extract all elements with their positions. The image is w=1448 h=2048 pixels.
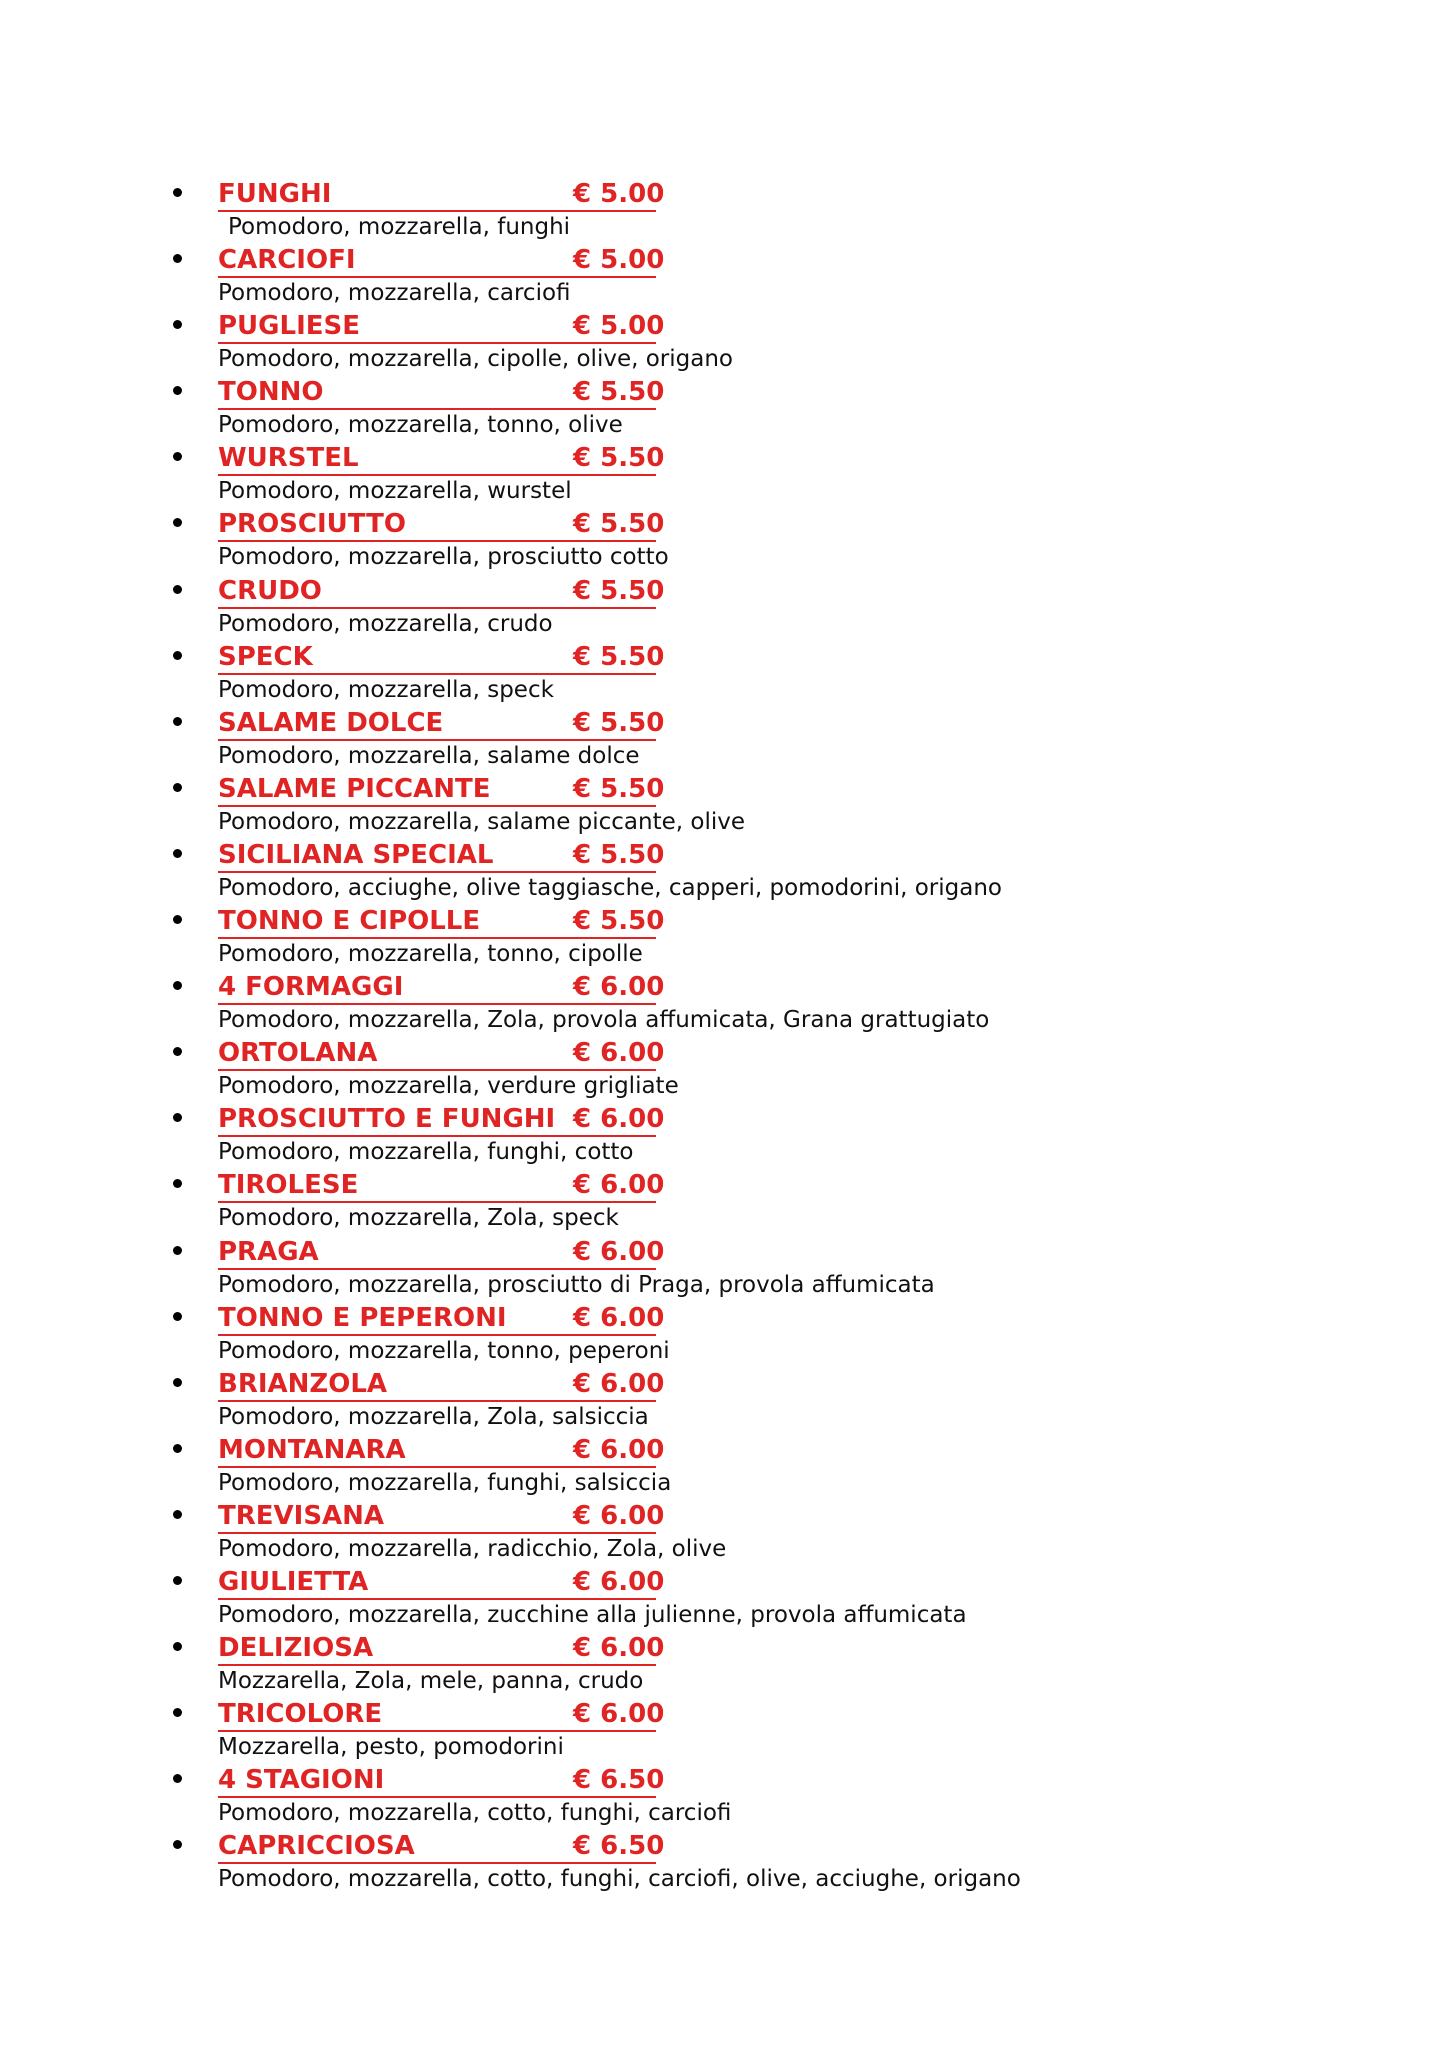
menu-item-price: € 6.00 — [573, 1170, 665, 1201]
bullet-icon — [173, 915, 182, 924]
bullet-icon — [173, 981, 182, 990]
menu-item-header — [218, 839, 665, 873]
menu-item-name: CRUDO — [218, 575, 322, 606]
menu-item — [0, 1699, 1448, 1765]
menu-item-header — [218, 1831, 665, 1864]
menu-item-description: Pomodoro, mozzarella, zucchine alla julienne, provola affumicata — [218, 1601, 967, 1628]
menu-item-description: Pomodoro, mozzarella, Zola, speck — [218, 1205, 619, 1232]
menu-item-price: € 6.00 — [573, 1566, 665, 1597]
menu-item — [0, 1038, 1448, 1104]
menu-item-description: Pomodoro, mozzarella, salame piccante, olive — [218, 808, 746, 835]
menu-item-name: TONNO — [218, 377, 324, 408]
menu-item-name: GIULIETTA — [218, 1566, 369, 1597]
menu-item-name: SICILIANA SPECIAL — [218, 839, 494, 870]
bullet-icon — [173, 254, 182, 263]
menu-item-header — [218, 773, 665, 807]
menu-item-header — [218, 1170, 665, 1203]
menu-item-description: Pomodoro, mozzarella, cotto, funghi, carciofi — [218, 1800, 732, 1827]
menu-item — [0, 1501, 1448, 1567]
menu-item-name: MONTANARA — [218, 1434, 406, 1465]
menu-item-header — [218, 1038, 665, 1071]
menu-item-description: Pomodoro, mozzarella, salame dolce — [218, 742, 640, 769]
menu-item — [0, 1170, 1448, 1236]
menu-item-description: Pomodoro, mozzarella, verdure grigliate — [218, 1073, 679, 1100]
menu-item-price: € 5.50 — [573, 377, 665, 408]
menu-item — [0, 1765, 1448, 1831]
menu-item-price: € 6.00 — [573, 1236, 665, 1267]
bullet-icon — [173, 1047, 182, 1056]
menu-item-price: € 5.50 — [573, 707, 665, 738]
menu-item — [0, 1104, 1448, 1170]
menu-item-price: € 6.00 — [573, 1434, 665, 1465]
menu-item-price: € 5.00 — [573, 245, 665, 276]
menu-item-price: € 5.50 — [573, 773, 665, 804]
menu-item-price: € 5.50 — [573, 575, 665, 606]
menu-item-price: € 6.50 — [573, 1765, 665, 1796]
menu-item-price: € 5.50 — [573, 443, 665, 474]
menu-item-header — [218, 1633, 665, 1666]
menu-item-header — [218, 245, 665, 278]
bullet-icon — [173, 1378, 182, 1387]
menu-item-description: Pomodoro, mozzarella, wurstel — [218, 478, 572, 505]
menu-item — [0, 642, 1448, 708]
menu-item — [0, 1369, 1448, 1435]
menu-item-description: Pomodoro, mozzarella, prosciutto di Praga, provola affumicata — [218, 1271, 935, 1298]
menu-item-price: € 6.00 — [573, 1368, 665, 1399]
bullet-icon — [173, 783, 182, 792]
menu-item-description: Mozzarella, Zola, mele, panna, crudo — [218, 1668, 644, 1695]
menu-item — [0, 774, 1448, 840]
menu-item — [0, 1435, 1448, 1501]
menu-item — [0, 1633, 1448, 1699]
menu-item-price: € 6.00 — [573, 1633, 665, 1664]
menu-item-price: € 5.50 — [573, 641, 665, 672]
menu-item-name: 4 FORMAGGI — [218, 972, 404, 1003]
menu-item-description: Pomodoro, mozzarella, cipolle, olive, origano — [218, 346, 733, 373]
bullet-icon — [173, 452, 182, 461]
menu-item-header — [218, 1699, 665, 1732]
bullet-icon — [173, 1179, 182, 1188]
menu-item-header — [218, 1566, 665, 1600]
menu-item-name: TONNO E PEPERONI — [218, 1302, 507, 1333]
menu-item-header — [218, 1236, 665, 1270]
menu-item-name: SALAME DOLCE — [218, 707, 444, 738]
menu-item-description: Pomodoro, mozzarella, Zola, salsiccia — [218, 1403, 649, 1430]
menu-item — [0, 576, 1448, 642]
menu-item-header — [218, 707, 665, 741]
menu-item-name: BRIANZOLA — [218, 1368, 388, 1399]
menu-item-description: Pomodoro, mozzarella, tonno, cipolle — [218, 941, 643, 968]
menu-item-header — [218, 1104, 665, 1137]
menu-item-description: Pomodoro, mozzarella, Zola, provola affumicata, Grana grattugiato — [218, 1007, 990, 1034]
bullet-icon — [173, 849, 182, 858]
menu-item-name: TIROLESE — [218, 1170, 359, 1201]
menu-item-header — [218, 1500, 665, 1534]
menu-item-name: DELIZIOSA — [218, 1633, 374, 1664]
bullet-icon — [173, 1246, 182, 1255]
bullet-icon — [173, 651, 182, 660]
menu-item-price: € 5.50 — [573, 906, 665, 937]
menu-item-name: CARCIOFI — [218, 245, 356, 276]
bullet-icon — [173, 386, 182, 395]
menu-item-name: PROSCIUTTO E FUNGHI — [218, 1104, 556, 1135]
menu-item-price: € 6.00 — [573, 1500, 665, 1531]
bullet-icon — [173, 518, 182, 527]
menu-item-name: TONNO E CIPOLLE — [218, 906, 481, 937]
menu-item-header — [218, 377, 665, 410]
menu-item-header — [218, 443, 665, 476]
bullet-icon — [173, 1510, 182, 1519]
menu-item — [0, 443, 1448, 509]
menu-item-header — [218, 509, 665, 542]
menu-item-description: Pomodoro, mozzarella, tonno, olive — [218, 412, 623, 439]
pizza-menu-list — [0, 179, 1448, 1897]
menu-item — [0, 509, 1448, 575]
menu-item — [0, 245, 1448, 311]
menu-item-name: CAPRICCIOSA — [218, 1831, 415, 1862]
bullet-icon — [173, 1840, 182, 1849]
bullet-icon — [173, 1576, 182, 1585]
menu-item-header — [218, 575, 665, 609]
menu-item-header — [218, 1302, 665, 1336]
bullet-icon — [173, 585, 182, 594]
menu-item — [0, 179, 1448, 245]
menu-item-price: € 6.00 — [573, 1699, 665, 1730]
menu-item-description: Pomodoro, mozzarella, tonno, peperoni — [218, 1337, 670, 1364]
menu-item-description: Mozzarella, pesto, pomodorini — [218, 1734, 564, 1761]
menu-item-name: SALAME PICCANTE — [218, 773, 491, 804]
bullet-icon — [173, 320, 182, 329]
menu-item — [0, 377, 1448, 443]
menu-item-description: Pomodoro, mozzarella, radicchio, Zola, olive — [218, 1535, 727, 1562]
menu-item-description: Pomodoro, acciughe, olive taggiasche, capperi, pomodorini, origano — [218, 874, 1002, 901]
bullet-icon — [173, 1642, 182, 1651]
menu-item — [0, 972, 1448, 1038]
menu-item-header — [218, 1765, 665, 1798]
menu-item-name: TREVISANA — [218, 1500, 385, 1531]
menu-item-price: € 6.00 — [573, 1038, 665, 1069]
menu-item-description: Pomodoro, mozzarella, cotto, funghi, carciofi, olive, acciughe, origano — [218, 1866, 1021, 1893]
menu-item-description: Pomodoro, mozzarella, prosciutto cotto — [218, 544, 669, 571]
bullet-icon — [173, 1444, 182, 1453]
bullet-icon — [173, 717, 182, 726]
menu-item-description: Pomodoro, mozzarella, funghi, salsiccia — [218, 1469, 672, 1496]
menu-item-header — [218, 1368, 665, 1402]
menu-item-price: € 5.50 — [573, 509, 665, 540]
menu-item-description: Pomodoro, mozzarella, funghi, cotto — [218, 1139, 634, 1166]
menu-item — [0, 311, 1448, 377]
menu-item — [0, 1303, 1448, 1369]
menu-item-header — [218, 1434, 665, 1468]
menu-item — [0, 1237, 1448, 1303]
menu-item-price: € 5.00 — [573, 179, 665, 209]
menu-item-price: € 6.00 — [573, 1104, 665, 1135]
menu-item — [0, 1831, 1448, 1897]
menu-item-price: € 6.50 — [573, 1831, 665, 1862]
menu-item-description: Pomodoro, mozzarella, funghi — [228, 214, 571, 240]
menu-item-header — [218, 906, 665, 939]
menu-item-name: SPECK — [218, 641, 313, 672]
menu-item-name: PRAGA — [218, 1236, 319, 1267]
menu-item-price: € 6.00 — [573, 972, 665, 1003]
bullet-icon — [173, 1312, 182, 1321]
bullet-icon — [173, 188, 182, 197]
menu-item-price: € 5.50 — [573, 839, 665, 870]
menu-item-header — [218, 641, 665, 675]
menu-item-name: TRICOLORE — [218, 1699, 383, 1730]
bullet-icon — [173, 1774, 182, 1783]
menu-item-name: 4 STAGIONI — [218, 1765, 385, 1796]
menu-item-name: PROSCIUTTO — [218, 509, 406, 540]
menu-item — [0, 906, 1448, 972]
menu-item — [0, 840, 1448, 906]
menu-item-price: € 6.00 — [573, 1302, 665, 1333]
menu-item-name: ORTOLANA — [218, 1038, 378, 1069]
menu-item — [0, 708, 1448, 774]
menu-item-header — [218, 311, 665, 344]
menu-item-price: € 5.00 — [573, 311, 665, 342]
menu-item-description: Pomodoro, mozzarella, crudo — [218, 610, 553, 637]
menu-item-name: WURSTEL — [218, 443, 359, 474]
menu-item-name: FUNGHI — [218, 179, 332, 209]
menu-item-header — [218, 179, 665, 212]
menu-item-name: PUGLIESE — [218, 311, 360, 342]
menu-item-header — [218, 972, 665, 1005]
bullet-icon — [173, 1708, 182, 1717]
bullet-icon — [173, 1113, 182, 1122]
menu-item-description: Pomodoro, mozzarella, carciofi — [218, 280, 571, 307]
menu-item — [0, 1567, 1448, 1633]
menu-item-description: Pomodoro, mozzarella, speck — [218, 676, 554, 703]
